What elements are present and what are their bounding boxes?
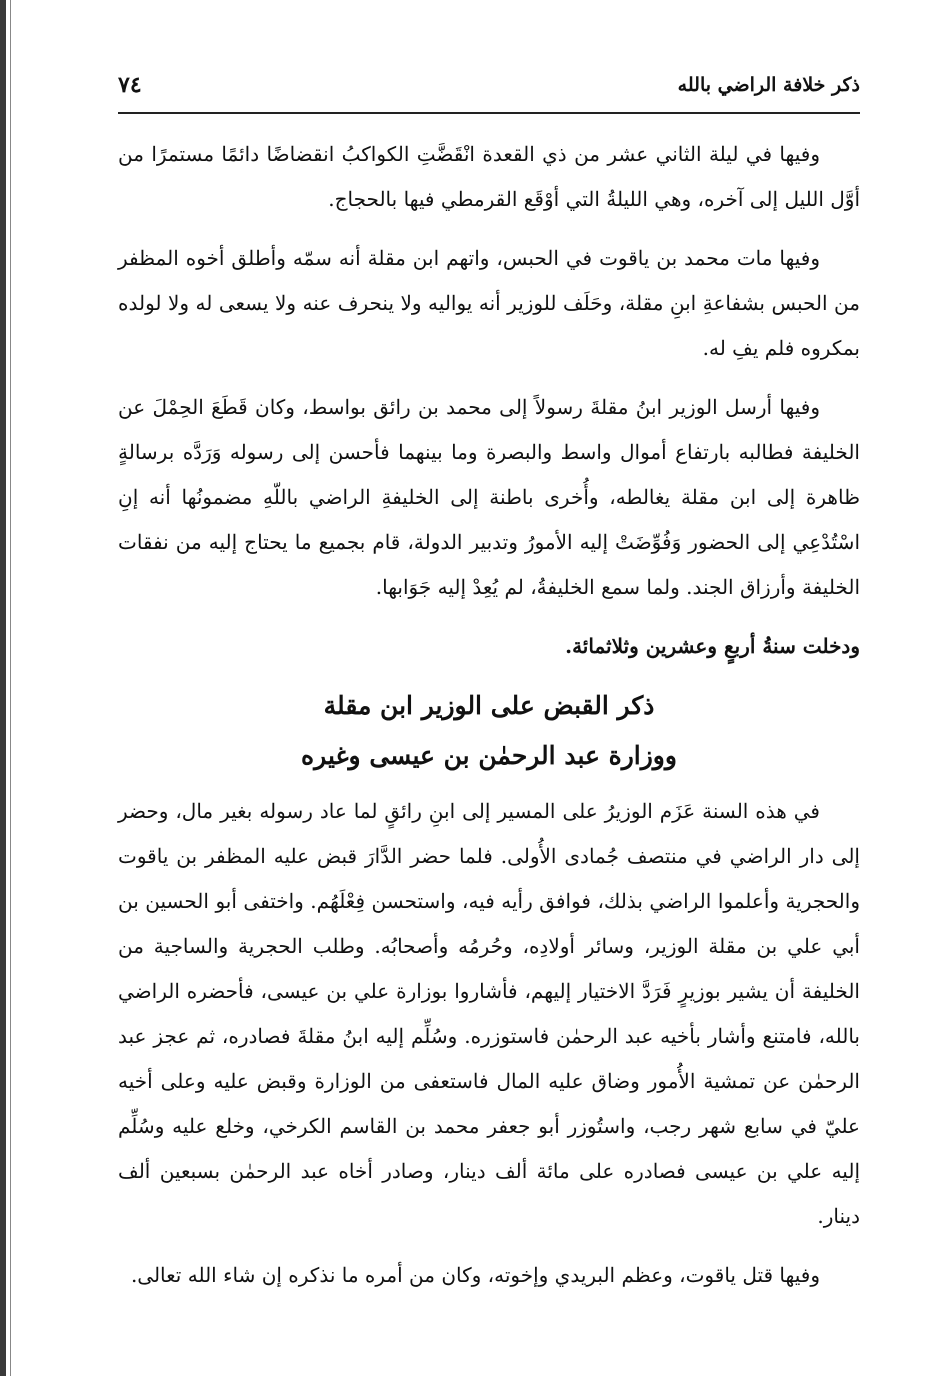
running-header [118, 72, 860, 112]
page-binding-line [10, 0, 11, 1376]
section-heading [118, 681, 860, 781]
page-binding-edge [0, 0, 6, 1376]
page-body [118, 132, 860, 1298]
paragraph-killing-of-yaqut: وفيها قتل ياقوت، وعظم البريدي وإخوته، وكان من أمره ما نذكره إن شاء الله تعالى. [130, 1263, 820, 1287]
paragraph-envoy-to-ibn-raiq: وفيها أرسل الوزير ابنُ مقلةَ رسولاً إلى محمد بن رائق بواسط، وكان قَطَعَ الحِمْلَ عن الخليفة فطالبه بارتفاع أموال واسط والبصرة وما بينهما فأحسن إلى رسوله وَرَدَّه برسالةٍ ظاهرة إلى ابن مقلة يغالطه، وأُخرى باطنة إلى الخليفةِ الراضي باللّهِ مضمونُها أنه إنِ اسْتُدْعِي إلى الحضور وَفُوِّضَتْ إليه الأمورُ وتدبير الدولة، قام بجميع ما يحتاج إليه من نفقات الخليفة وأرزاق الجند. ولما سمع الخليفةُ، لم يُعِدْ إليه جَوَابها. [118, 395, 860, 599]
section-heading-line2: ووزارة عبد الرحمٰن بن عيسى وغيره [301, 741, 677, 770]
header-title: ذكر خلافة الراضي بالله [677, 74, 860, 96]
paragraph-new-year: ودخلت سنةُ أربعٍ وعشرين وثلاثمائة. [565, 634, 860, 658]
paragraph-meteor-shower: وفيها في ليلة الثاني عشر من ذي القعدة انْقَضَّتِ الكواكبُ انقضاضًا دائمًا مستمرًا من أوَّل الليل إلى آخره، وهي الليلةُ التي أوْقَع القرمطي فيها بالحجاج. [118, 142, 860, 211]
section-heading-line1: ذكر القبض على الوزير ابن مقلة [323, 691, 655, 720]
header-rule [118, 112, 860, 114]
page-number: ٧٤ [118, 72, 142, 98]
paragraph-death-of-ibn-yaqut: وفيها مات محمد بن ياقوت في الحبس، واتهم ابن مقلة أنه سمّه وأطلق أخوه المظفر من الحبس بشفاعةِ ابنِ مقلة، وحَلَف للوزير أنه يواليه ولا ينحرف عنه ولا يسعى له ولا لولده بمكروه فلم يفِ له. [118, 246, 860, 360]
paragraph-arrest-of-vizier: في هذه السنة عَزَم الوزيرُ على المسير إلى ابنِ رائقٍ لما عاد رسوله بغير مال، وحضر إلى دار الراضي في منتصف جُمادى الأُولى. فلما حضر الدَّارَ قبض عليه المظفر بن ياقوت والحجرية وأعلموا الراضي بذلك، فوافق رأيه فيه، واستحسن فِعْلَهُم. واختفى أبو الحسين بن أبي علي بن مقلة الوزير، وسائر أولادِه، وحُرمُه وأصحابُه. وطلب الحجرية والساجية من الخليفة أن يشير بوزيرٍ فَرَدَّ الاختيار إليهم، فأشاروا بوزارة علي بن عيسى، فأحضره الراضي بالله، فامتنع وأشار بأخيه عبد الرحمٰن فاستوزره. وسُلِّم إليه ابنُ مقلةَ فصادره، ثم عجز عبد الرحمٰن عن تمشية الأُمور وضاق عليه المال فاستعفى من الوزارة وقبض عليه وعلى أخيه عليّ في سابع شهر رجب، واستُوزر أبو جعفر محمد بن القاسم الكرخي، وخلع عليه وسُلِّم إليه علي بن عيسى فصادره على مائة ألف دينار، وصادر أخاه عبد الرحمٰن بسبعين ألف دينار. [118, 799, 860, 1228]
